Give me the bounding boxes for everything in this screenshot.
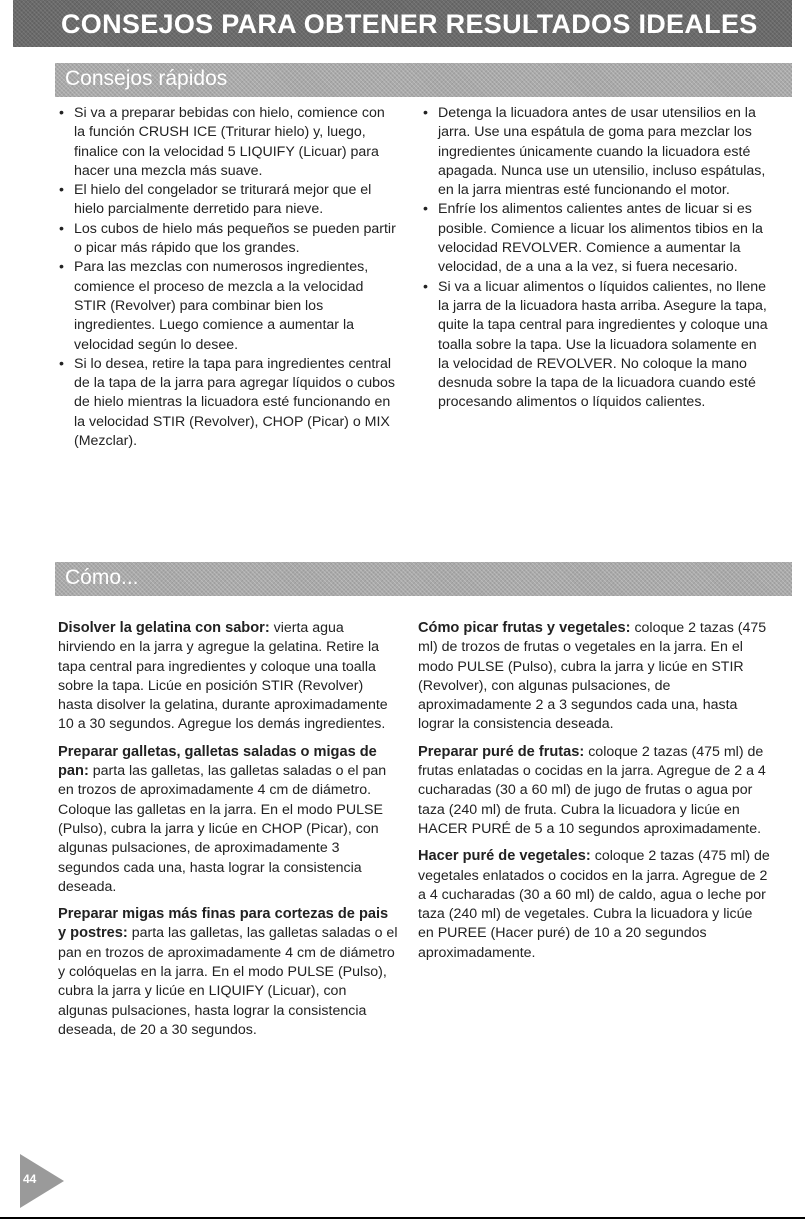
how-to-item-text: coloque 2 tazas (475 ml) de frutas enlatadas o cocidas en la jarra. Agregue de 2 a 4 cucharadas (30 a 60 ml) de jugo de frutas o agua por taza (240 ml) de fruta. Cubra la licuadora y licúe en HACER PURÉ de 5 a 10 segundos aproximadamente.	[418, 743, 766, 837]
top-banner	[13, 0, 792, 47]
how-to-item	[418, 847, 770, 963]
how-to-item-title: Hacer puré de vegetales:	[418, 848, 591, 865]
how-to-item-text: coloque 2 tazas (475 ml) de trozos de frutas o vegetales en la jarra. En el modo PULSE (Pulso), cubra la jarra y licúe en STIR (Revolver), con algunas pulsaciones, de aproximadamente 2 a 3 segundos cada una, hasta lograr la consistencia deseada.	[418, 620, 767, 733]
quick-tips-heading: Consejos rápidos	[65, 67, 228, 90]
how-to-item-text: coloque 2 tazas (475 ml) de vegetales enlatados o cocidos en la jarra. Agregue de 2 a 4 cucharadas (30 a 60 ml) de caldo, agua o leche por taza (240 ml) de vegetales. Cubra la licuadora y licúe en PUREE (Hacer puré) de 10 a 20 segundos aproximadamente.	[418, 848, 770, 961]
quick-tips-left-column	[58, 104, 398, 451]
how-to-item	[58, 905, 398, 1040]
how-to-item	[58, 743, 398, 897]
bullet-icon: •	[423, 105, 428, 121]
page-number: 44	[23, 1172, 37, 1186]
tip-text: Si lo desea, retire la tapa para ingredientes central de la tapa de la jarra para agregar líquidos o cubos de hielo mientras la licuadora esté funcionando en la velocidad STIR (Revolver), CHOP (Picar) o MIX (Mezclar).	[74, 355, 396, 450]
how-to-left-column	[58, 619, 398, 1048]
how-to-item-title: Disolver la gelatina con sabor:	[58, 620, 270, 636]
bullet-icon: •	[59, 105, 64, 121]
tip-item	[422, 104, 770, 200]
bullet-icon: •	[59, 259, 64, 276]
page-title: CONSEJOS PARA OBTENER RESULTADOS IDEALES	[61, 9, 758, 39]
how-to-item-text: vierta agua hirviendo en la jarra y agregue la gelatina. Retire la tapa central para ingredientes y coloque una toalla sobre la tapa. Licúe en posición STIR (Revolver) hasta disolver la gelatina, durante aproximadamente 10 a 30 segundos. Agregue los demás ingredientes.	[58, 620, 388, 733]
tip-text: Si va a preparar bebidas con hielo, comience con la función CRUSH ICE (Triturar hielo) y, luego, finalice con la velocidad 5 LIQUIFY (Licuar) para hacer una mezcla más suave.	[74, 105, 385, 179]
tip-text: Enfríe los alimentos calientes antes de licuar si es posible. Comience a licuar los alimentos tibios en la velocidad REVOLVER. Comience a aumentar la velocidad, de a una a la vez, si fuera necesario.	[438, 201, 763, 276]
tip-text: Detenga la licuadora antes de usar utensilios en la jarra. Use una espátula de goma para mezclar los ingredientes únicamente cuando la licuadora esté apagada. Nunca use un utensilio, incluso espátulas, en la jarra mientras esté funcionando el motor.	[438, 105, 766, 199]
how-to-heading: Cómo...	[65, 566, 139, 589]
how-to-item-text: parta las galletas, las galletas saladas o el pan en trozos de aproximadamente 4 cm de diámetro. Coloque las galletas en la jarra. En el modo PULSE (Pulso), cubra la jarra y licúe en CHOP (Picar), con algunas pulsaciones, de aproximadamente 3 segundos cada una, hasta lograr la consistencia deseada.	[58, 763, 387, 895]
how-to-item	[418, 743, 770, 839]
how-to-item-title: Preparar puré de frutas:	[418, 743, 585, 760]
tip-item	[422, 200, 770, 277]
how-to-item	[58, 619, 398, 735]
tip-text: El hielo del congelador se triturará mejor que el hielo parcialmente derretido para nieve.	[74, 182, 372, 218]
tip-item	[58, 220, 398, 259]
how-to-item-title: Cómo picar frutas y vegetales:	[418, 620, 631, 636]
how-to-heading-bar	[55, 562, 792, 596]
bullet-icon: •	[59, 182, 64, 199]
how-to-right-column	[418, 619, 770, 971]
tip-item	[422, 278, 770, 413]
tip-text: Si va a licuar alimentos o líquidos calientes, no llene la jarra de la licuadora hasta arriba. Asegure la tapa, quite la tapa central para ingredientes y coloque una toalla sobre la tapa. Use la licuadora solamente en la velocidad de REVOLVER. No coloque la mano desnuda sobre la tapa de la licuadora cuando esté procesando alimentos o líquidos calientes.	[438, 278, 768, 411]
bullet-icon: •	[59, 220, 64, 237]
tip-item	[58, 104, 398, 181]
how-to-item-text: parta las galletas, las galletas saladas o el pan en trozos de aproximadamente 4 cm de diámetro y colóquelas en la jarra. En el modo PULSE (Pulso), cubra la jarra y licúe en LIQUIFY (Licuar), con algunas pulsaciones, hasta lograr la consistencia deseada, de 20 a 30 segundos.	[58, 925, 398, 1038]
how-to-item-title: Preparar galletas, galletas saladas o migas de pan:	[58, 743, 377, 780]
quick-tips-right-column	[422, 104, 770, 413]
bullet-icon: •	[423, 201, 428, 218]
how-to-item-title: Preparar migas más finas para cortezas de pais y postres:	[58, 906, 389, 942]
tip-text: Para las mezclas con numerosos ingredientes, comience el proceso de mezcla a la velocidad STIR (Revolver) para combinar bien los ingredientes. Luego comience a aumentar la velocidad según lo desee.	[74, 259, 369, 353]
bullet-icon: •	[423, 278, 428, 295]
bullet-icon: •	[59, 355, 64, 372]
how-to-item	[418, 619, 770, 735]
tip-item	[58, 181, 398, 220]
tip-text: Los cubos de hielo más pequeños se pueden partir o picar más rápido que los grandes.	[74, 220, 396, 257]
tip-item	[58, 258, 398, 354]
quick-tips-heading-bar	[55, 63, 792, 97]
tip-item	[58, 355, 398, 451]
